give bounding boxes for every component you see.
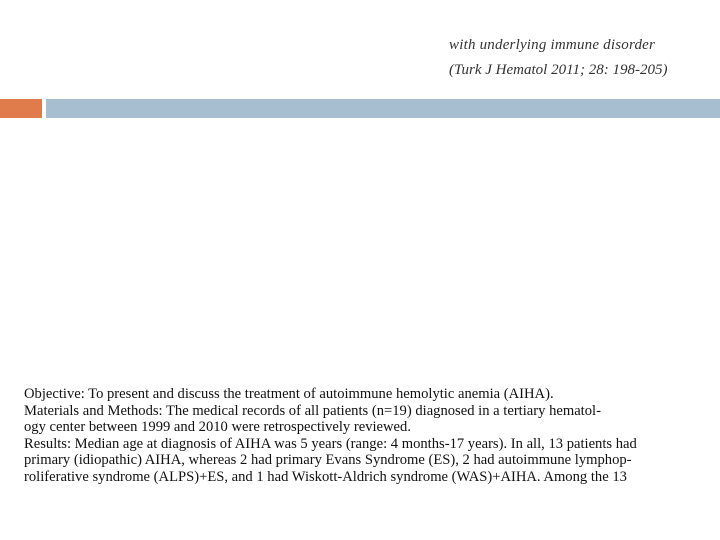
accent-square bbox=[0, 99, 42, 118]
abstract-line-methods-1: Materials and Methods: The medical records of all patients (n=19) diagnosed in a tertiary hematol- bbox=[24, 402, 601, 419]
abstract-excerpt bbox=[24, 386, 696, 485]
cropped-header-text: with underlying immune disorder bbox=[449, 37, 656, 53]
abstract-line-results-3: roliferative syndrome (ALPS)+ES, and 1 had Wiskott-Aldrich syndrome (WAS)+AIHA. Among the 13 bbox=[24, 468, 627, 485]
abstract-line-methods-2: ogy center between 1999 and 2010 were retrospectively reviewed. bbox=[24, 419, 411, 435]
abstract-line-results-2: primary (idiopathic) AIHA, whereas 2 had primary Evans Syndrome (ES), 2 had autoimmune lymphop- bbox=[24, 452, 632, 468]
abstract-line-objective: Objective: To present and discuss the treatment of autoimmune hemolytic anemia (AIHA). bbox=[24, 386, 554, 402]
abstract-line-results-1: Results: Median age at diagnosis of AIHA was 5 years (range: 4 months-17 years). In all, 13 patients had bbox=[24, 435, 637, 452]
cropped-header-line bbox=[449, 37, 669, 58]
journal-citation: (Turk J Hematol 2011; 28: 198-205) bbox=[449, 62, 668, 78]
accent-bar bbox=[46, 99, 720, 118]
